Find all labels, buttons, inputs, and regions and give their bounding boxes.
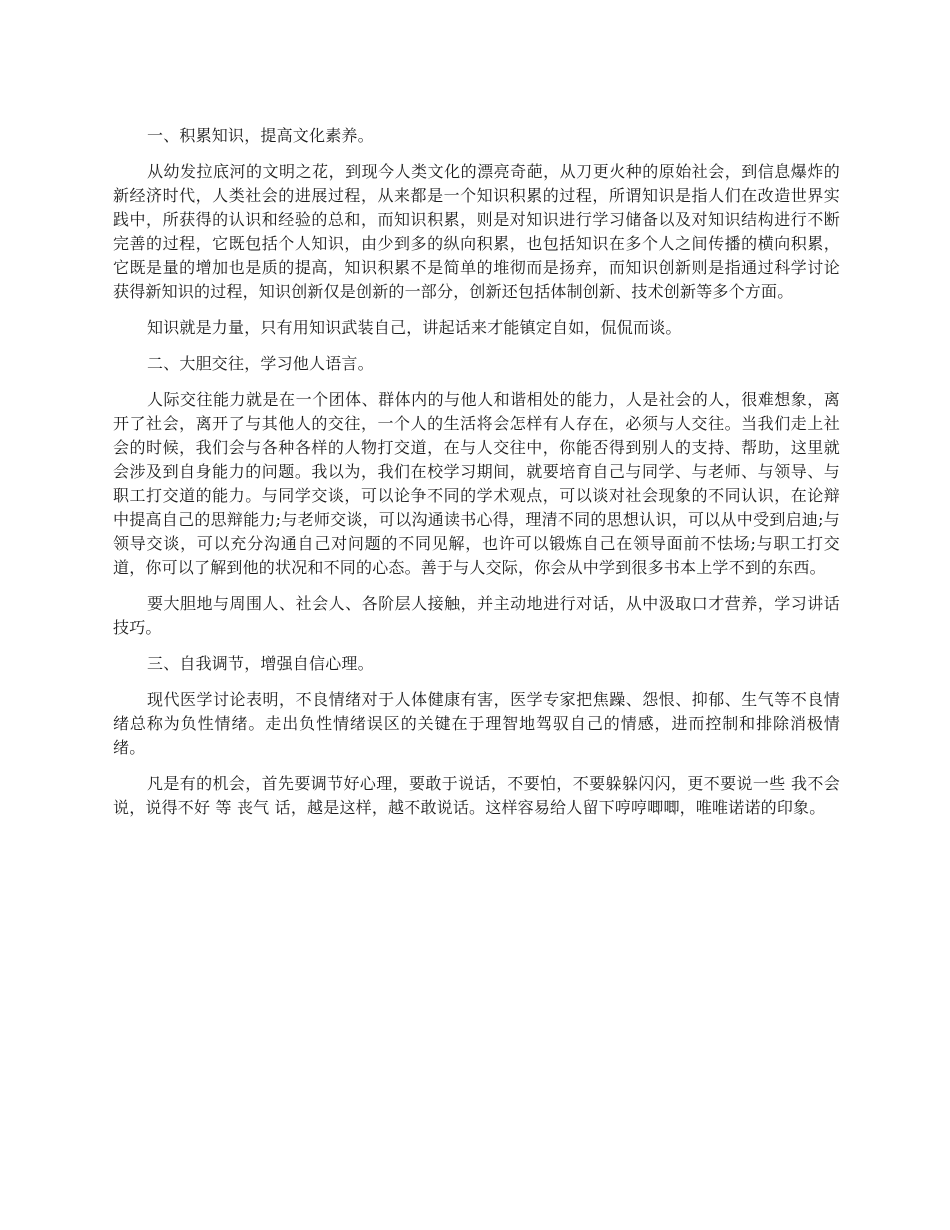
section-heading-1: 一、积累知识，提高文化素养。 (147, 126, 374, 145)
section-heading-3: 三、自我调节，增强自信心理。 (147, 654, 374, 673)
paragraph: 人际交往能力就是在一个团体、群体内的与他人和谐相处的能力，人是社会的人，很难想象，离开了社会，离开了与其他人的交往，一个人的生活将会怎样有人存在，必须与人交往。当我们走上社会的时候，我们会与各种各样的人物打交道，在与人交往中，你能否得到别人的支持、帮助，这里就会涉及到自身能力的问题。我以为，我们在校学习期间，就要培育自己与同学、与老师、与领导、与职工打交道的能力。与同学交谈，可以论争不同的学术观点，可以谈对社会现象的不同认识，在论辩中提高自己的思辩能力;与老师交谈，可以沟通读书心得，理清不同的思想认识，可以从中受到启迪;与领导交谈，可以充分沟通自己对问题的不同见解，也许可以锻炼自己在领导面前不怯场;与职工打交道，你可以了解到他的状况和不同的心态。善于与人交际，你会从中学到很多书本上学不到的东西。 (113, 390, 840, 577)
paragraph: 要大胆地与周围人、社会人、各阶层人接触，并主动地进行对话，从中汲取口才营养，学习讲话技巧。 (113, 594, 840, 637)
document-body (113, 124, 840, 832)
paragraph: 从幼发拉底河的文明之花，到现今人类文化的漂亮奇葩，从刀更火种的原始社会，到信息爆炸的新经济时代，人类社会的进展过程，从来都是一个知识积累的过程，所谓知识是指人们在改造世界实践中，所获得的认识和经验的总和，而知识积累，则是对知识进行学习储备以及对知识结构进行不断完善的过程，它既包括个人知识，由少到多的纵向积累，也包括知识在多个人之间传播的横向积累，它既是量的增加也是质的提高，知识积累不是简单的堆彻而是扬弃，而知识创新则是指通过科学讨论获得新知识的过程，知识创新仅是创新的一部分，创新还包括体制创新、技术创新等多个方面。 (113, 162, 840, 301)
paragraph: 现代医学讨论表明，不良情绪对于人体健康有害，医学专家把焦躁、怨恨、抑郁、生气等不良情绪总称为负性情绪。走出负性情绪误区的关键在于理智地驾驭自己的情感，进而控制和排除消极情绪。 (113, 690, 840, 757)
section-heading-2: 二、大胆交往，学习他人语言。 (147, 354, 374, 373)
paragraph: 知识就是力量，只有用知识武装自己，讲起话来才能镇定自如，侃侃而谈。 (147, 318, 682, 337)
paragraph: 凡是有的机会，首先要调节好心理，要敢于说话，不要怕，不要躲躲闪闪，更不要说一些 我不会说，说得不好 等 丧气 话，越是这样，越不敢说话。这样容易给人留下哼哼唧唧，唯唯诺诺的印象。 (113, 774, 840, 817)
